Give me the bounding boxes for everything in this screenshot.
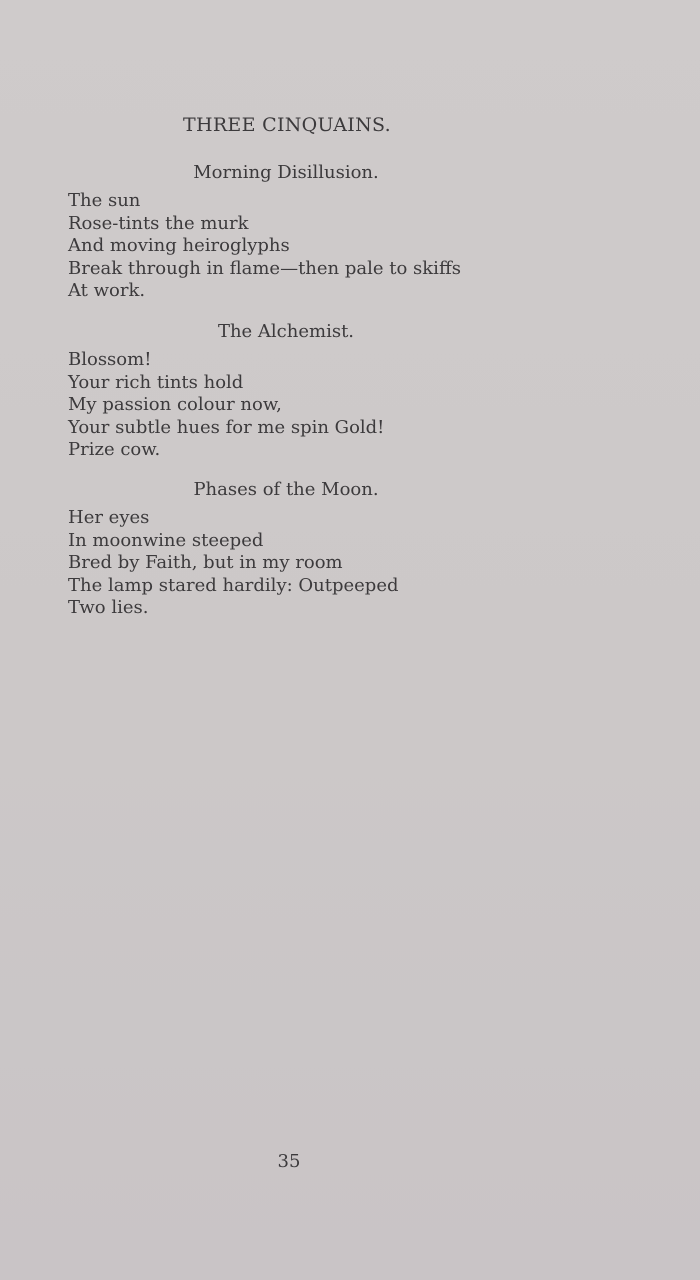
poem-line: Break through in flame—then pale to skiffs	[68, 257, 461, 279]
page-number: 35	[277, 1151, 301, 1172]
poem-line: Blossom!	[68, 349, 152, 370]
poem-title: Phases of the Moon.	[193, 479, 379, 500]
poem-line: Bred by Faith, but in my room	[68, 552, 343, 573]
poem-line: The lamp stared hardily: Outpeeped	[68, 574, 399, 596]
poem-line: The sun	[68, 190, 141, 211]
poem-title: The Alchemist.	[217, 321, 355, 342]
poem-line: My passion colour now,	[68, 394, 282, 415]
poem-the-alchemist	[68, 321, 588, 462]
poem-phases-of-the-moon	[68, 479, 588, 620]
poem-line: Prize cow.	[68, 439, 161, 460]
poem-line: Her eyes	[68, 507, 150, 528]
poem-title: Morning Disillusion.	[193, 162, 379, 183]
poem-morning-disillusion	[68, 162, 588, 303]
poem-line: Rose-tints the murk	[68, 212, 249, 234]
poem-line: In moonwine steeped	[68, 529, 264, 551]
poem-line: At work.	[68, 280, 146, 301]
poem-line: Your rich tints hold	[68, 371, 244, 393]
poem-line: And moving heiroglyphs	[68, 235, 290, 256]
poem-line: Two lies.	[68, 597, 149, 618]
page-heading: THREE CINQUAINS.	[182, 114, 392, 136]
poem-line: Your subtle hues for me spin Gold!	[68, 416, 385, 438]
